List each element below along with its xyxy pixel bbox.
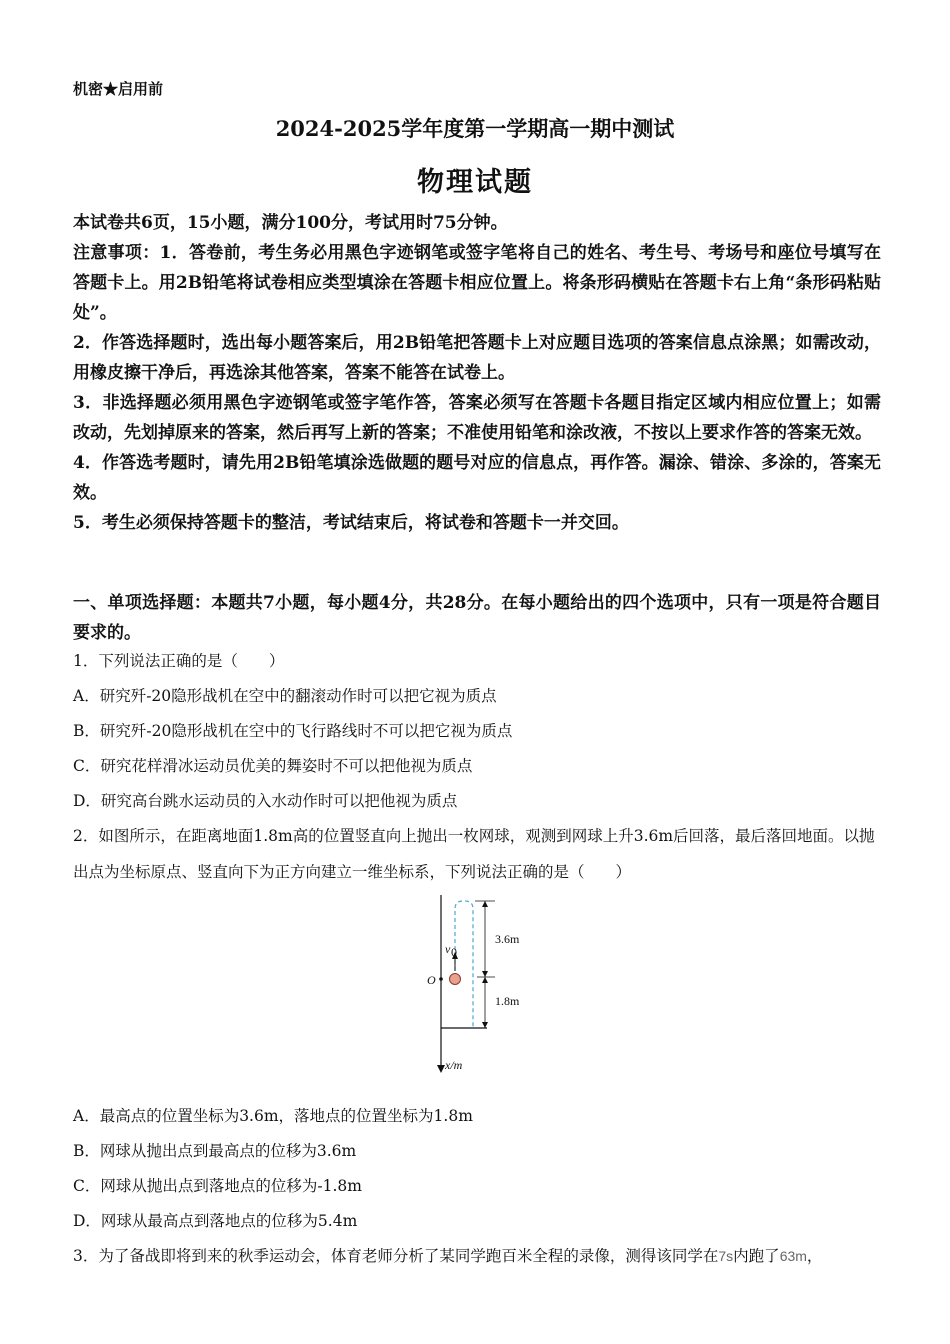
q1-option-a: A．研究歼-20隐形战机在空中的翻滚动作时可以把它视为质点 (73, 687, 497, 705)
dim-arrow-bottom-up (482, 977, 488, 983)
q3-time: 7s (718, 1248, 734, 1264)
label-origin: O (427, 973, 436, 987)
note-4: 4．作答选考题时，请先用2B铅笔填涂选做题的题号对应的信息点，再作答。漏涂、错涂、多涂的，答案无效。 (73, 453, 881, 503)
dim-arrow-top-up (482, 901, 488, 907)
ball (450, 974, 461, 985)
x-axis-arrow (437, 1065, 445, 1073)
notes-block (73, 238, 881, 538)
label-1-8m: 1.8m (495, 994, 520, 1008)
q3-distance: 63m (779, 1248, 807, 1264)
subject-title: 物理试题 (417, 167, 533, 198)
dim-arrow-bottom-down (482, 1022, 488, 1028)
dim-arrow-top-down (482, 971, 488, 977)
q1-option-d: D．研究高台跳水运动员的入水动作时可以把他视为质点 (73, 792, 458, 810)
ball-path-dashed (455, 901, 473, 1028)
q1-option-b: B．研究歼-20隐形战机在空中的飞行路线时不可以把它视为质点 (73, 722, 513, 740)
note-5: 5．考生必须保持答题卡的整洁，考试结束后，将试卷和答题卡一并交回。 (73, 513, 629, 533)
label-3-6m: 3.6m (495, 932, 520, 946)
q3-stem (73, 1245, 881, 1267)
q2-option-d: D．网球从最高点到落地点的位移为5.4m (73, 1212, 358, 1230)
section-1-text: 一、单项选择题：本题共7小题，每小题4分，共28分。在每小题给出的四个选项中，只有一项是符合题目要求的。 (73, 593, 881, 643)
exam-intro: 本试卷共6页，15小题，满分100分，考试用时75分钟。 (73, 213, 508, 233)
q3-stem-start: 3．为了备战即将到来的秋季运动会，体育老师分析了某同学跑百米全程的录像，测得该同学在 (73, 1247, 719, 1265)
q2-option-a: A．最高点的位置坐标为3.6m，落地点的位置坐标为1.8m (73, 1107, 473, 1125)
exam-title: 2024-2025学年度第一学期高一期中测试 (275, 116, 675, 141)
origin-dot (439, 977, 443, 981)
q2-option-c: C．网球从抛出点到落地点的位移为-1.8m (73, 1177, 362, 1195)
note-1: 注意事项：1．答卷前，考生务必用黑色字迹钢笔或签字笔将自己的姓名、考生号、考场号和座位号填写在答题卡上。用2B铅笔将试卷相应类型填涂在答题卡相应位置上。将条形码横贴在答题卡右上角“条形码粘贴处”。 (73, 243, 881, 323)
section-1-heading (73, 588, 881, 648)
confidential-label: 机密★启用前 (73, 80, 164, 98)
label-x-axis: x/m (445, 1058, 463, 1072)
label-velocity: v (445, 942, 451, 956)
q3-stem-end: ， (806, 1247, 823, 1265)
q1-option-c: C．研究花样滑冰运动员优美的舞姿时不可以把他视为质点 (73, 757, 473, 775)
q1-stem: 1．下列说法正确的是（ ） (73, 652, 285, 670)
label-velocity-sub: 0 (451, 945, 457, 959)
q2-stem: 2．如图所示，在距离地面1.8m高的位置竖直向上抛出一枚网球，观测到网球上升3.6m后回落，最后落回地面。以抛出点为坐标原点、竖直向下为正方向建立一维坐标系，下列说法正确的是（ ） (73, 827, 875, 881)
q3-stem-mid: 内跑了 (733, 1247, 780, 1265)
note-2: 2．作答选择题时，选出每小题答案后，用2B铅笔把答题卡上对应题目选项的答案信息点涂黑；如需改动，用橡皮擦干净后，再选涂其他答案，答案不能答在试卷上。 (73, 333, 881, 383)
q2-option-b: B．网球从抛出点到最高点的位移为3.6m (73, 1142, 357, 1160)
note-3: 3．非选择题必须用黑色字迹钢笔或签字笔作答，答案必须写在答题卡各题目指定区域内相应位置上；如需改动，先划掉原来的答案，然后再写上新的答案；不准使用铅笔和涂改液，不按以上要求作答的答案无效。 (73, 393, 881, 443)
q2-figure (415, 893, 535, 1078)
